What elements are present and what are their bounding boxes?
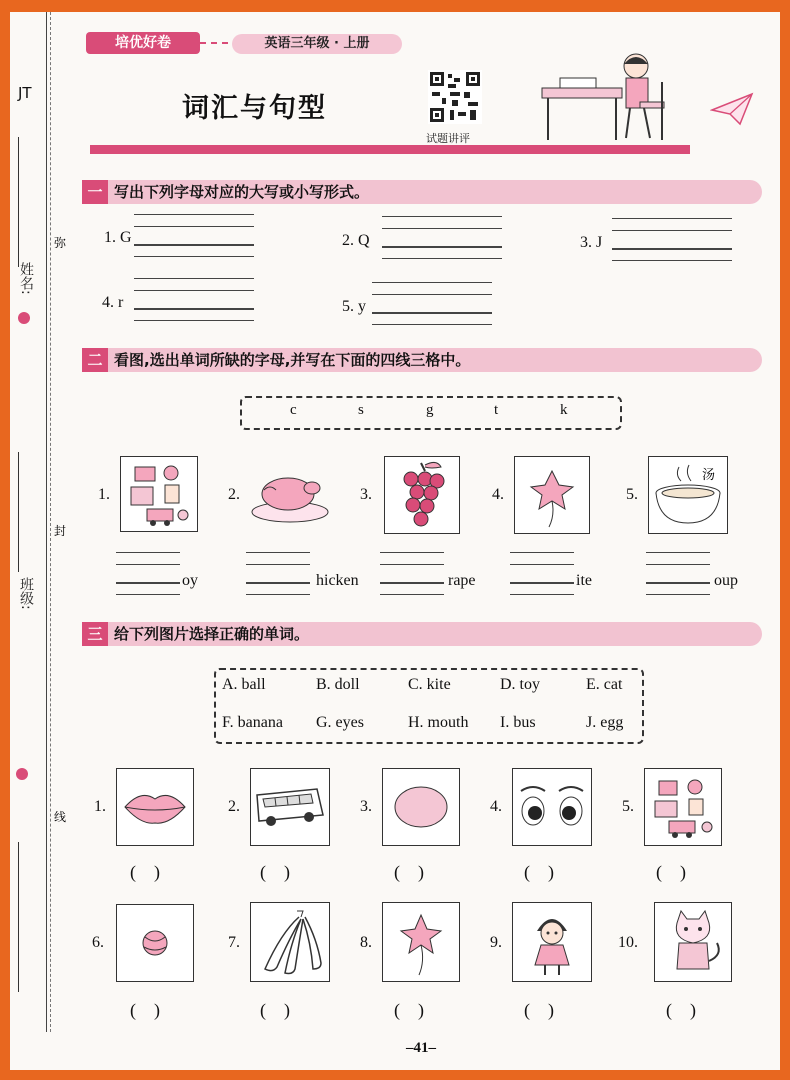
bus-icon [250, 768, 330, 846]
toy-icon [120, 456, 198, 532]
picture-item-number: 1. [98, 486, 110, 503]
word-suffix: oy [182, 572, 198, 589]
letter-choice: c [290, 402, 297, 418]
picture-item-number: 3. [360, 798, 372, 815]
section-3-header [82, 622, 762, 646]
seal-mark-xian: 线 [54, 810, 67, 824]
picture-item-number: 2. [228, 486, 240, 503]
word-option: D. toy [500, 676, 540, 693]
section-1-number: 一 [82, 180, 108, 204]
eyes-icon [512, 768, 592, 846]
doll-icon [512, 902, 592, 982]
writing-lines-4[interactable] [134, 278, 254, 320]
answer-paren-4[interactable]: ( ) [524, 862, 554, 882]
grade-tag: 英语三年级 · 上册 [232, 34, 402, 54]
word-option: F. banana [222, 714, 283, 731]
class-label: 班级: [18, 577, 34, 610]
page-number: –41– [406, 1040, 436, 1056]
student-desk-icon [540, 52, 670, 142]
name-write-line [18, 137, 20, 267]
letter-item-1: 1. G [104, 229, 132, 246]
answer-paren-1[interactable]: ( ) [130, 862, 160, 882]
section-2-instruction: 看图,选出单词所缺的字母,并写在下面的四线三格中。 [114, 351, 471, 369]
writing-lines-s2-1[interactable] [116, 552, 180, 594]
ball-icon [116, 904, 194, 982]
picture-item-number: 5. [626, 486, 638, 503]
writing-lines-5[interactable] [372, 282, 492, 324]
jt-mark: JT [18, 84, 32, 102]
name-label: 姓名: [18, 262, 34, 295]
picture-item-number: 9. [490, 934, 502, 951]
title-underline [90, 145, 690, 154]
word-suffix: oup [714, 572, 738, 589]
answer-paren-10[interactable]: ( ) [666, 1000, 696, 1020]
letter-item-2: 2. Q [342, 232, 370, 249]
word-suffix: rape [448, 572, 476, 589]
picture-item-number: 10. [618, 934, 638, 951]
picture-item-number: 2. [228, 798, 240, 815]
word-option: C. kite [408, 676, 451, 693]
binding-dashed-line [50, 12, 51, 1032]
section-1-instruction: 写出下列字母对应的大写或小写形式。 [114, 183, 370, 201]
number-write-line [18, 842, 20, 992]
answer-paren-2[interactable]: ( ) [260, 862, 290, 882]
letter-choice: t [494, 402, 499, 418]
letter-item-5: 5. y [342, 298, 366, 315]
worksheet-page [10, 12, 780, 1070]
binding-dot [18, 312, 30, 324]
section-1-header [82, 180, 762, 204]
answer-paren-7[interactable]: ( ) [260, 1000, 290, 1020]
picture-item-number: 5. [622, 798, 634, 815]
word-option: J. egg [586, 714, 624, 731]
word-option: G. eyes [316, 714, 364, 731]
class-write-line [18, 452, 20, 572]
banana-icon [250, 902, 330, 982]
word-suffix: hicken [316, 572, 359, 589]
writing-lines-s2-4[interactable] [510, 552, 574, 594]
qr-label: 试题讲评 [426, 132, 470, 145]
word-option: I. bus [500, 714, 536, 731]
answer-paren-8[interactable]: ( ) [394, 1000, 424, 1020]
toy-icon [644, 768, 722, 846]
mouth-icon [116, 768, 194, 846]
section-2-number: 二 [82, 348, 108, 372]
writing-lines-3[interactable] [612, 218, 732, 260]
qr-code-icon[interactable] [428, 70, 482, 124]
binding-line [46, 12, 47, 1032]
letter-item-3: 3. J [580, 234, 603, 251]
writing-lines-s2-5[interactable] [646, 552, 710, 594]
grape-icon [384, 456, 460, 534]
cat-icon [654, 902, 732, 982]
series-badge: 培优好卷 [86, 32, 200, 54]
word-option: H. mouth [408, 714, 469, 731]
answer-paren-6[interactable]: ( ) [130, 1000, 160, 1020]
picture-item-number: 4. [490, 798, 502, 815]
chicken-icon [250, 464, 330, 526]
seal-mark-feng: 封 [54, 524, 67, 538]
picture-item-number: 4. [492, 486, 504, 503]
picture-item-number: 7. [228, 934, 240, 951]
writing-lines-1[interactable] [134, 214, 254, 256]
picture-item-number: 8. [360, 934, 372, 951]
section-3-number: 三 [82, 622, 108, 646]
page-title: 词汇与句型 [182, 93, 327, 124]
letter-choice: g [426, 402, 434, 418]
picture-item-number: 3. [360, 486, 372, 503]
paper-plane-icon [710, 92, 754, 128]
soup-caption: 汤 [702, 468, 716, 483]
letter-item-4: 4. r [102, 294, 124, 311]
kite-icon [382, 902, 460, 982]
picture-item-number: 6. [92, 934, 104, 951]
letter-choice: s [358, 402, 364, 418]
kite-icon [514, 456, 590, 534]
section-2-header [82, 348, 762, 372]
letter-choice: k [560, 402, 568, 418]
word-option: E. cat [586, 676, 623, 693]
writing-lines-s2-3[interactable] [380, 552, 444, 594]
section-3-instruction: 给下列图片选择正确的单词。 [114, 625, 310, 643]
writing-lines-2[interactable] [382, 216, 502, 258]
writing-lines-s2-2[interactable] [246, 552, 310, 594]
picture-item-number: 1. [94, 798, 106, 815]
answer-paren-5[interactable]: ( ) [656, 862, 686, 882]
soup-icon [648, 456, 728, 534]
answer-paren-9[interactable]: ( ) [524, 1000, 554, 1020]
word-option: B. doll [316, 676, 360, 693]
answer-paren-3[interactable]: ( ) [394, 862, 424, 882]
egg-icon [382, 768, 460, 846]
word-suffix: ite [576, 572, 592, 589]
seal-mark-mi: 弥 [54, 236, 67, 250]
word-option: A. ball [222, 676, 266, 693]
binding-dot [16, 768, 28, 780]
